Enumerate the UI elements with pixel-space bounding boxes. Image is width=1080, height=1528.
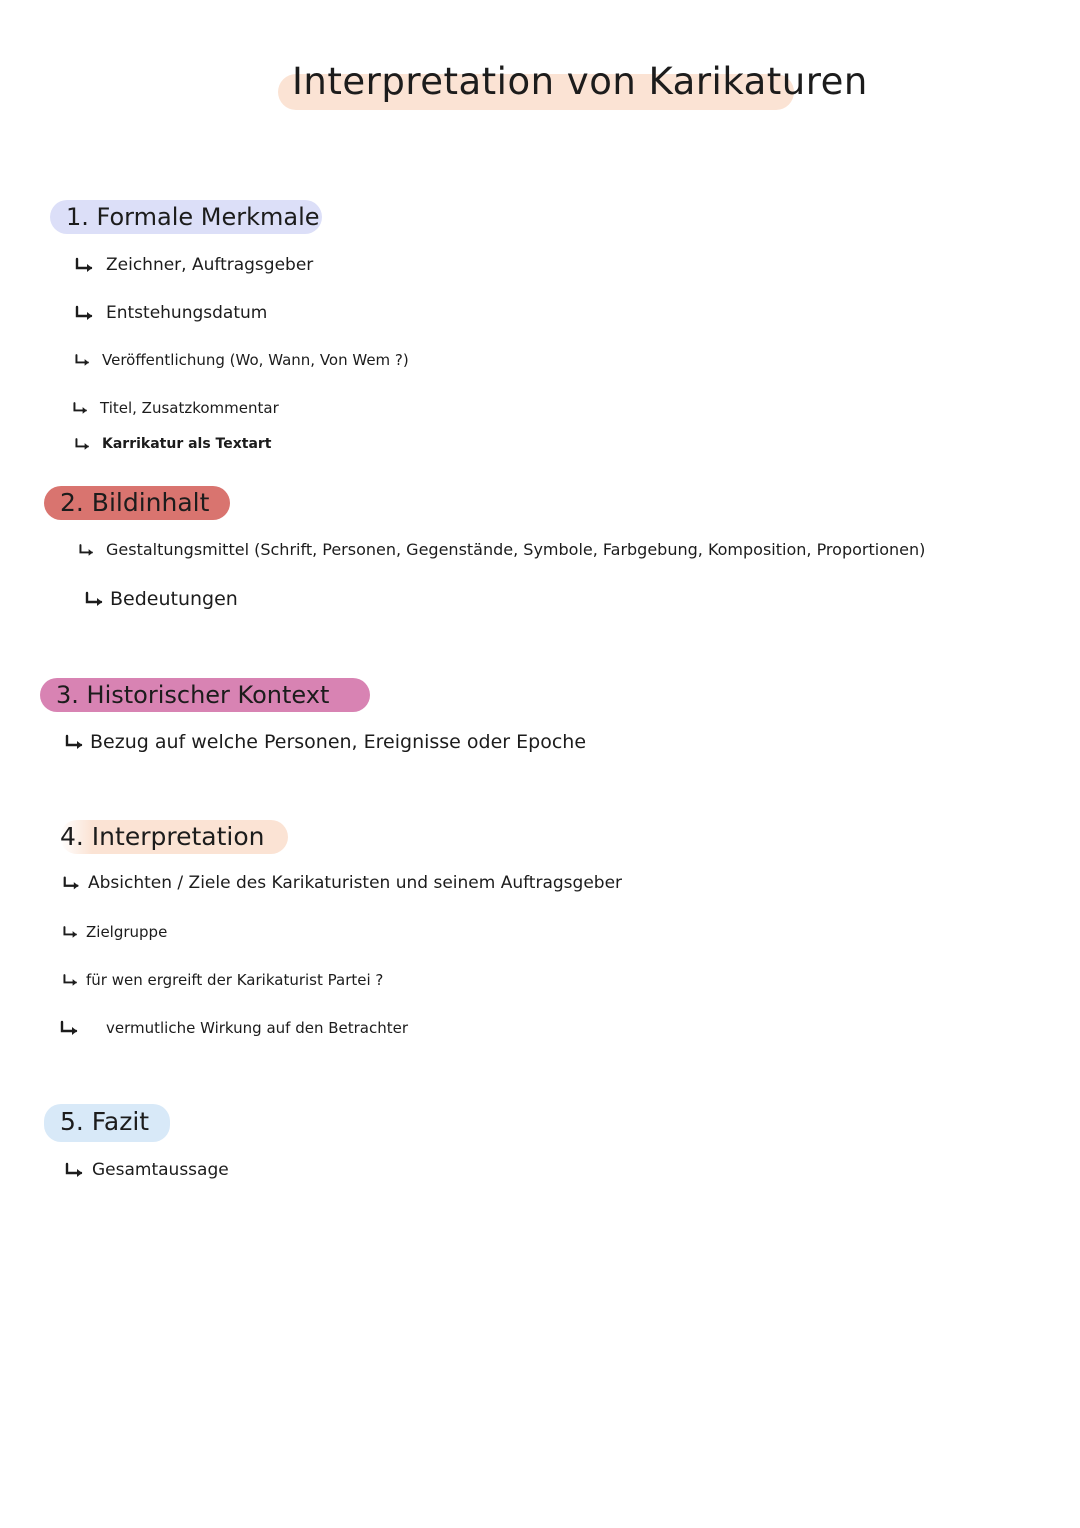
list-item (74, 351, 409, 369)
hooked-arrow-icon (74, 437, 92, 451)
list-item (64, 731, 586, 753)
list-item (62, 923, 167, 941)
item-text: Karrikatur als Textart (102, 436, 272, 452)
item-text: Bezug auf welche Personen, Ereignisse oder Epoche (90, 731, 587, 753)
list-item (58, 1019, 408, 1037)
item-text: Absichten / Ziele des Karikaturisten und seinem Auftragsgeber (88, 873, 623, 893)
hooked-arrow-icon (72, 401, 90, 415)
hooked-arrow-icon (58, 1020, 82, 1036)
item-text: vermutliche Wirkung auf den Betrachter (106, 1019, 409, 1037)
hooked-arrow-icon (64, 1162, 86, 1178)
section-heading-label: 4. Interpretation (60, 822, 265, 851)
item-text: Bedeutungen (110, 588, 238, 610)
list-item (72, 399, 279, 417)
list-item (74, 303, 267, 323)
hooked-arrow-icon (78, 543, 96, 557)
item-text: Zeichner, Auftragsgeber (106, 255, 314, 275)
hooked-arrow-icon (74, 305, 96, 321)
list-item (64, 1160, 229, 1180)
list-item (62, 873, 622, 893)
item-text: für wen ergreift der Karikaturist Partei ? (86, 971, 384, 989)
list-item (74, 436, 272, 452)
hooked-arrow-icon (74, 353, 92, 367)
item-text: Gesamtaussage (92, 1160, 229, 1180)
list-item (78, 540, 925, 559)
hooked-arrow-icon (74, 257, 96, 273)
hooked-arrow-icon (62, 875, 82, 891)
section-heading-interpretation (60, 820, 288, 854)
section-heading-formale-merkmale: 1. Formale Merkmale (50, 200, 322, 234)
list-item (74, 255, 313, 275)
section-heading-bildinhalt: 2. Bildinhalt (44, 486, 230, 520)
hooked-arrow-icon (62, 973, 80, 987)
item-text: Veröffentlichung (Wo, Wann, Von Wem ?) (102, 351, 409, 369)
hooked-arrow-icon (64, 734, 86, 750)
hooked-arrow-icon (84, 591, 106, 607)
section-heading-historischer-kontext: 3. Historischer Kontext (40, 678, 370, 712)
section-heading-fazit: 5. Fazit (44, 1104, 170, 1142)
page-title-block (278, 58, 868, 114)
list-item (62, 971, 383, 989)
item-text: Titel, Zusatzkommentar (100, 399, 279, 417)
item-text: Zielgruppe (86, 923, 168, 941)
item-text: Gestaltungsmittel (Schrift, Personen, Gegenstände, Symbole, Farbgebung, Komposition, Proportionen) (106, 540, 926, 559)
list-item (84, 588, 238, 610)
page-title: Interpretation von Karikaturen (292, 60, 868, 103)
item-text: Entstehungsdatum (106, 303, 268, 323)
hooked-arrow-icon (62, 925, 80, 939)
